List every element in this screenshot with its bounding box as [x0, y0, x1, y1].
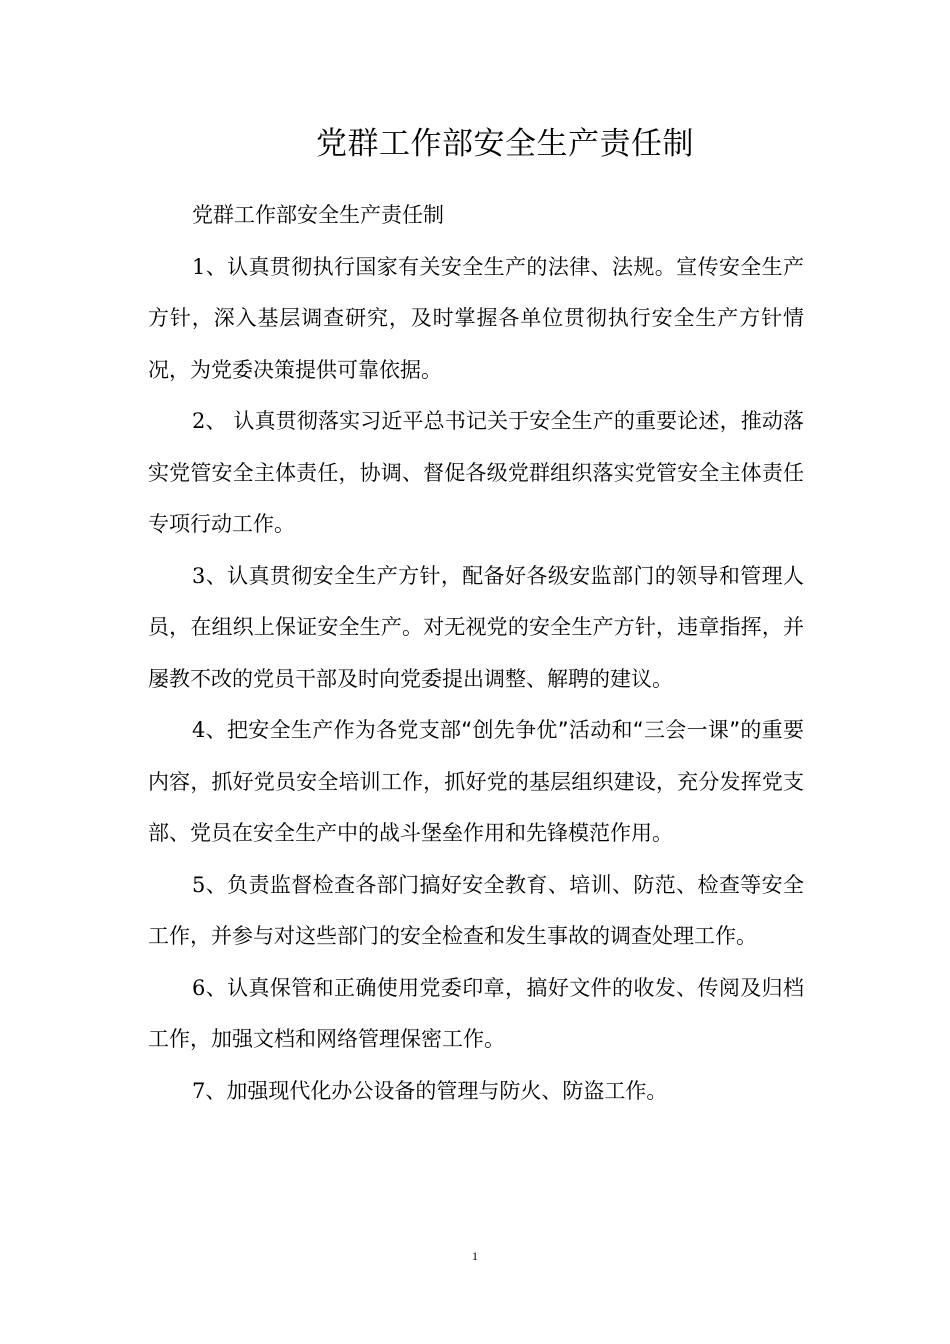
- clause-number: 3、: [192, 563, 228, 588]
- clause-number: 7、: [192, 1078, 227, 1103]
- document-title: 党群工作部安全生产责任制: [316, 126, 694, 162]
- clause-text: 把安全生产作为各党支部“创先争优”活动和“三会一课”的重要内容，抓好党员安全培训工作，抓好党的基层组织建设，充分发挥党支部、党员在安全生产中的战斗堡垒作用和先锋模范作用。: [148, 718, 804, 845]
- clause-number: 6、: [192, 975, 228, 1000]
- subtitle-paragraph: 党群工作部安全生产责任制: [192, 203, 444, 227]
- clause-number: 1、: [192, 254, 228, 279]
- clause-paragraph-6: [148, 963, 804, 1066]
- document-body: [148, 190, 804, 1117]
- clause-paragraph-1: [148, 242, 804, 397]
- clause-number: 5、: [192, 872, 228, 897]
- clause-text: 认真保管和正确使用党委印章，搞好文件的收发、传阅及归档工作，加强文档和网络管理保密工作。: [148, 975, 804, 1051]
- clause-paragraph-2: [148, 396, 804, 551]
- clause-text: 加强现代化办公设备的管理与防火、防盗工作。: [226, 1078, 668, 1103]
- clause-text: 认真贯彻执行国家有关安全生产的法律、法规。宣传安全生产方针，深入基层调查研究，及时掌握各单位贯彻执行安全生产方针情况，为党委决策提供可靠依据。: [148, 254, 804, 382]
- clause-number: 2、: [192, 409, 227, 433]
- clause-number: 4、: [192, 718, 227, 742]
- clause-text: 认真贯彻安全生产方针，配备好各级安监部门的领导和管理人员，在组织上保证安全生产。对无视党的安全生产方针，违章指挥，并屡教不改的党员干部及时向党委提出调整、解聘的建议。: [148, 563, 804, 691]
- clause-text: 认真贯彻落实习近平总书记关于安全生产的重要论述，推动落实党管安全主体责任，协调、督促各级党群组织落实党管安全主体责任专项行动工作。: [148, 409, 804, 536]
- clause-text: 负责监督检查各部门搞好安全教育、培训、防范、检查等安全工作，并参与对这些部门的安全检查和发生事故的调查处理工作。: [148, 872, 804, 948]
- page-number: 1: [472, 1249, 478, 1263]
- clause-paragraph-4: [148, 705, 804, 860]
- clause-paragraph-5: [148, 860, 804, 963]
- clause-paragraph-3: [148, 551, 804, 706]
- clause-paragraph-7: [148, 1066, 804, 1118]
